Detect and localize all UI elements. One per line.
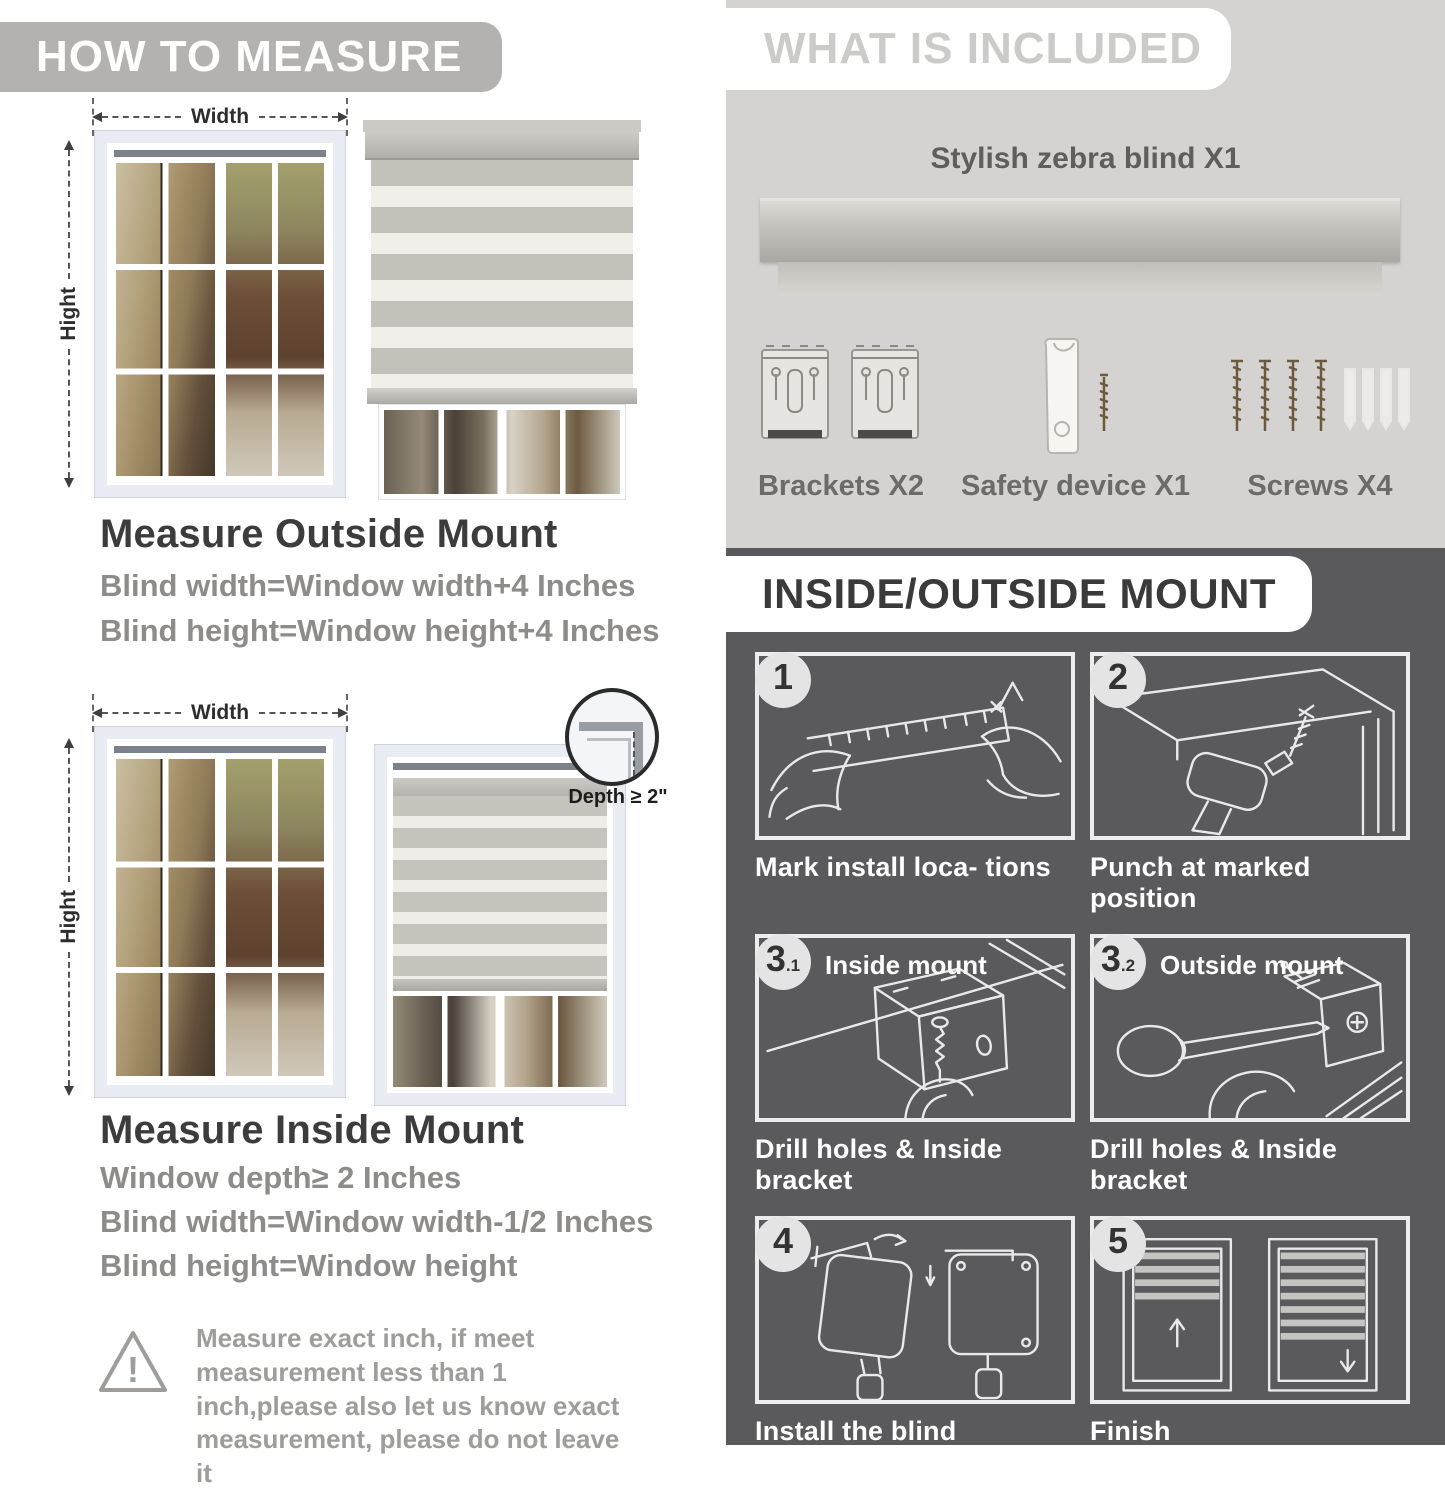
dimension-extension-line [346,98,348,136]
step-caption: Mark install loca- tions [755,852,1051,882]
outside-mount-title: Measure Outside Mount [100,512,558,556]
inside-outside-mount-header: INSIDE/OUTSIDE MOUNT [726,556,1312,632]
blind-cassette-cap [363,120,641,132]
step-number-badge: 3 .1 [755,934,811,990]
zebra-stripes [371,160,633,388]
step-4 [755,1216,1075,1447]
step-caption: Drill holes & Inside bracket [755,1134,1003,1195]
width-dimension-arrow [92,105,348,128]
screws-label: Screws X4 [1247,470,1393,502]
height-label: Hight [57,890,80,944]
screws-icon [1225,330,1415,462]
step-1 [755,652,1075,914]
window-photo-outside [94,130,346,498]
headrail-valance [778,262,1382,296]
blind-bottom-rail [393,979,607,991]
width-label: Width [190,701,250,724]
zebra-blind-outside-mount-illustration [362,120,642,500]
outside-rule-width: Blind width=Window width+4 Inches [100,568,636,603]
svg-text:!: ! [127,1349,139,1390]
height-label: Hight [57,287,80,341]
mount-section [726,548,1445,1445]
step-3-1 [755,934,1075,1196]
step-number-badge: 1 [755,652,811,708]
measurement-warning [96,1322,636,1491]
step-number-badge: 2 [1090,652,1146,708]
height-dimension-arrow [58,738,80,1096]
window-sash-left [114,161,217,478]
included-section [726,0,1445,548]
brackets-icon [756,330,926,462]
step-number-badge: 4 [755,1216,811,1272]
blind-cassette [365,132,639,160]
window-sash-right [224,757,327,1078]
width-dimension-arrow [92,701,348,724]
inside-rule-height: Blind height=Window height [100,1248,518,1283]
step-3-2 [1090,934,1410,1196]
step-5 [1090,1216,1410,1447]
blind-bottom-rail [367,388,637,404]
width-label: Width [190,105,250,128]
step-caption: Punch at marked position [1090,852,1311,913]
zebra-stripes [393,796,607,979]
window-sash-left [114,757,217,1078]
window-below-blind [393,991,607,1087]
step-number-badge: 5 [1090,1216,1146,1272]
depth-label: Depth ≥ 2" [568,786,668,808]
window-photo-inside [94,726,346,1098]
inside-rule-width: Blind width=Window width-1/2 Inches [100,1204,654,1239]
right-column [726,0,1445,1445]
dimension-extension-line [346,694,348,732]
step-title: Outside mount [1160,950,1344,980]
window-sash-right [224,161,327,478]
safety-device-label: Safety device X1 [961,470,1190,502]
arrowhead-up-icon [64,738,74,748]
included-item-brackets [756,330,926,503]
warning-text: Measure exact inch, if meet measurement less than 1 inch,please also let us know exact measurement, please do not leave it [196,1323,620,1489]
step-number-badge: 3 .2 [1090,934,1146,990]
inside-mount-title: Measure Inside Mount [100,1108,525,1152]
inside-rule-depth: Window depth≥ 2 Inches [100,1160,462,1195]
how-to-measure-header: HOW TO MEASURE [0,22,502,92]
headrail-cassette [760,198,1400,262]
zebra-blind-headrail-image [760,198,1400,296]
step-caption: Drill holes & Inside bracket [1090,1134,1338,1195]
step-caption: Finish [1090,1416,1171,1446]
window-top-rail [114,150,326,157]
what-is-included-header: WHAT IS INCLUDED [726,8,1231,90]
magnifier-depth-callout [565,688,659,786]
included-item-safety-device [961,330,1190,503]
arrowhead-down-icon [64,1086,74,1096]
arrowhead-down-icon [64,478,74,488]
included-item-screws [1225,330,1415,503]
height-dimension-arrow [58,140,80,488]
brackets-label: Brackets X2 [757,470,925,502]
safety-device-icon [1020,330,1130,462]
installation-steps [755,652,1410,1447]
warning-triangle-icon [96,1326,170,1400]
step-2 [1090,652,1410,914]
included-items [756,330,1415,503]
window-top-rail [114,746,326,753]
product-label: Stylish zebra blind X1 [930,142,1241,175]
arrowhead-up-icon [64,140,74,150]
step-title: Inside mount [825,950,987,980]
outside-rule-height: Blind height=Window height+4 Inches [100,613,660,648]
step-caption: Install the blind [755,1416,957,1446]
window-below-blind [378,404,626,500]
